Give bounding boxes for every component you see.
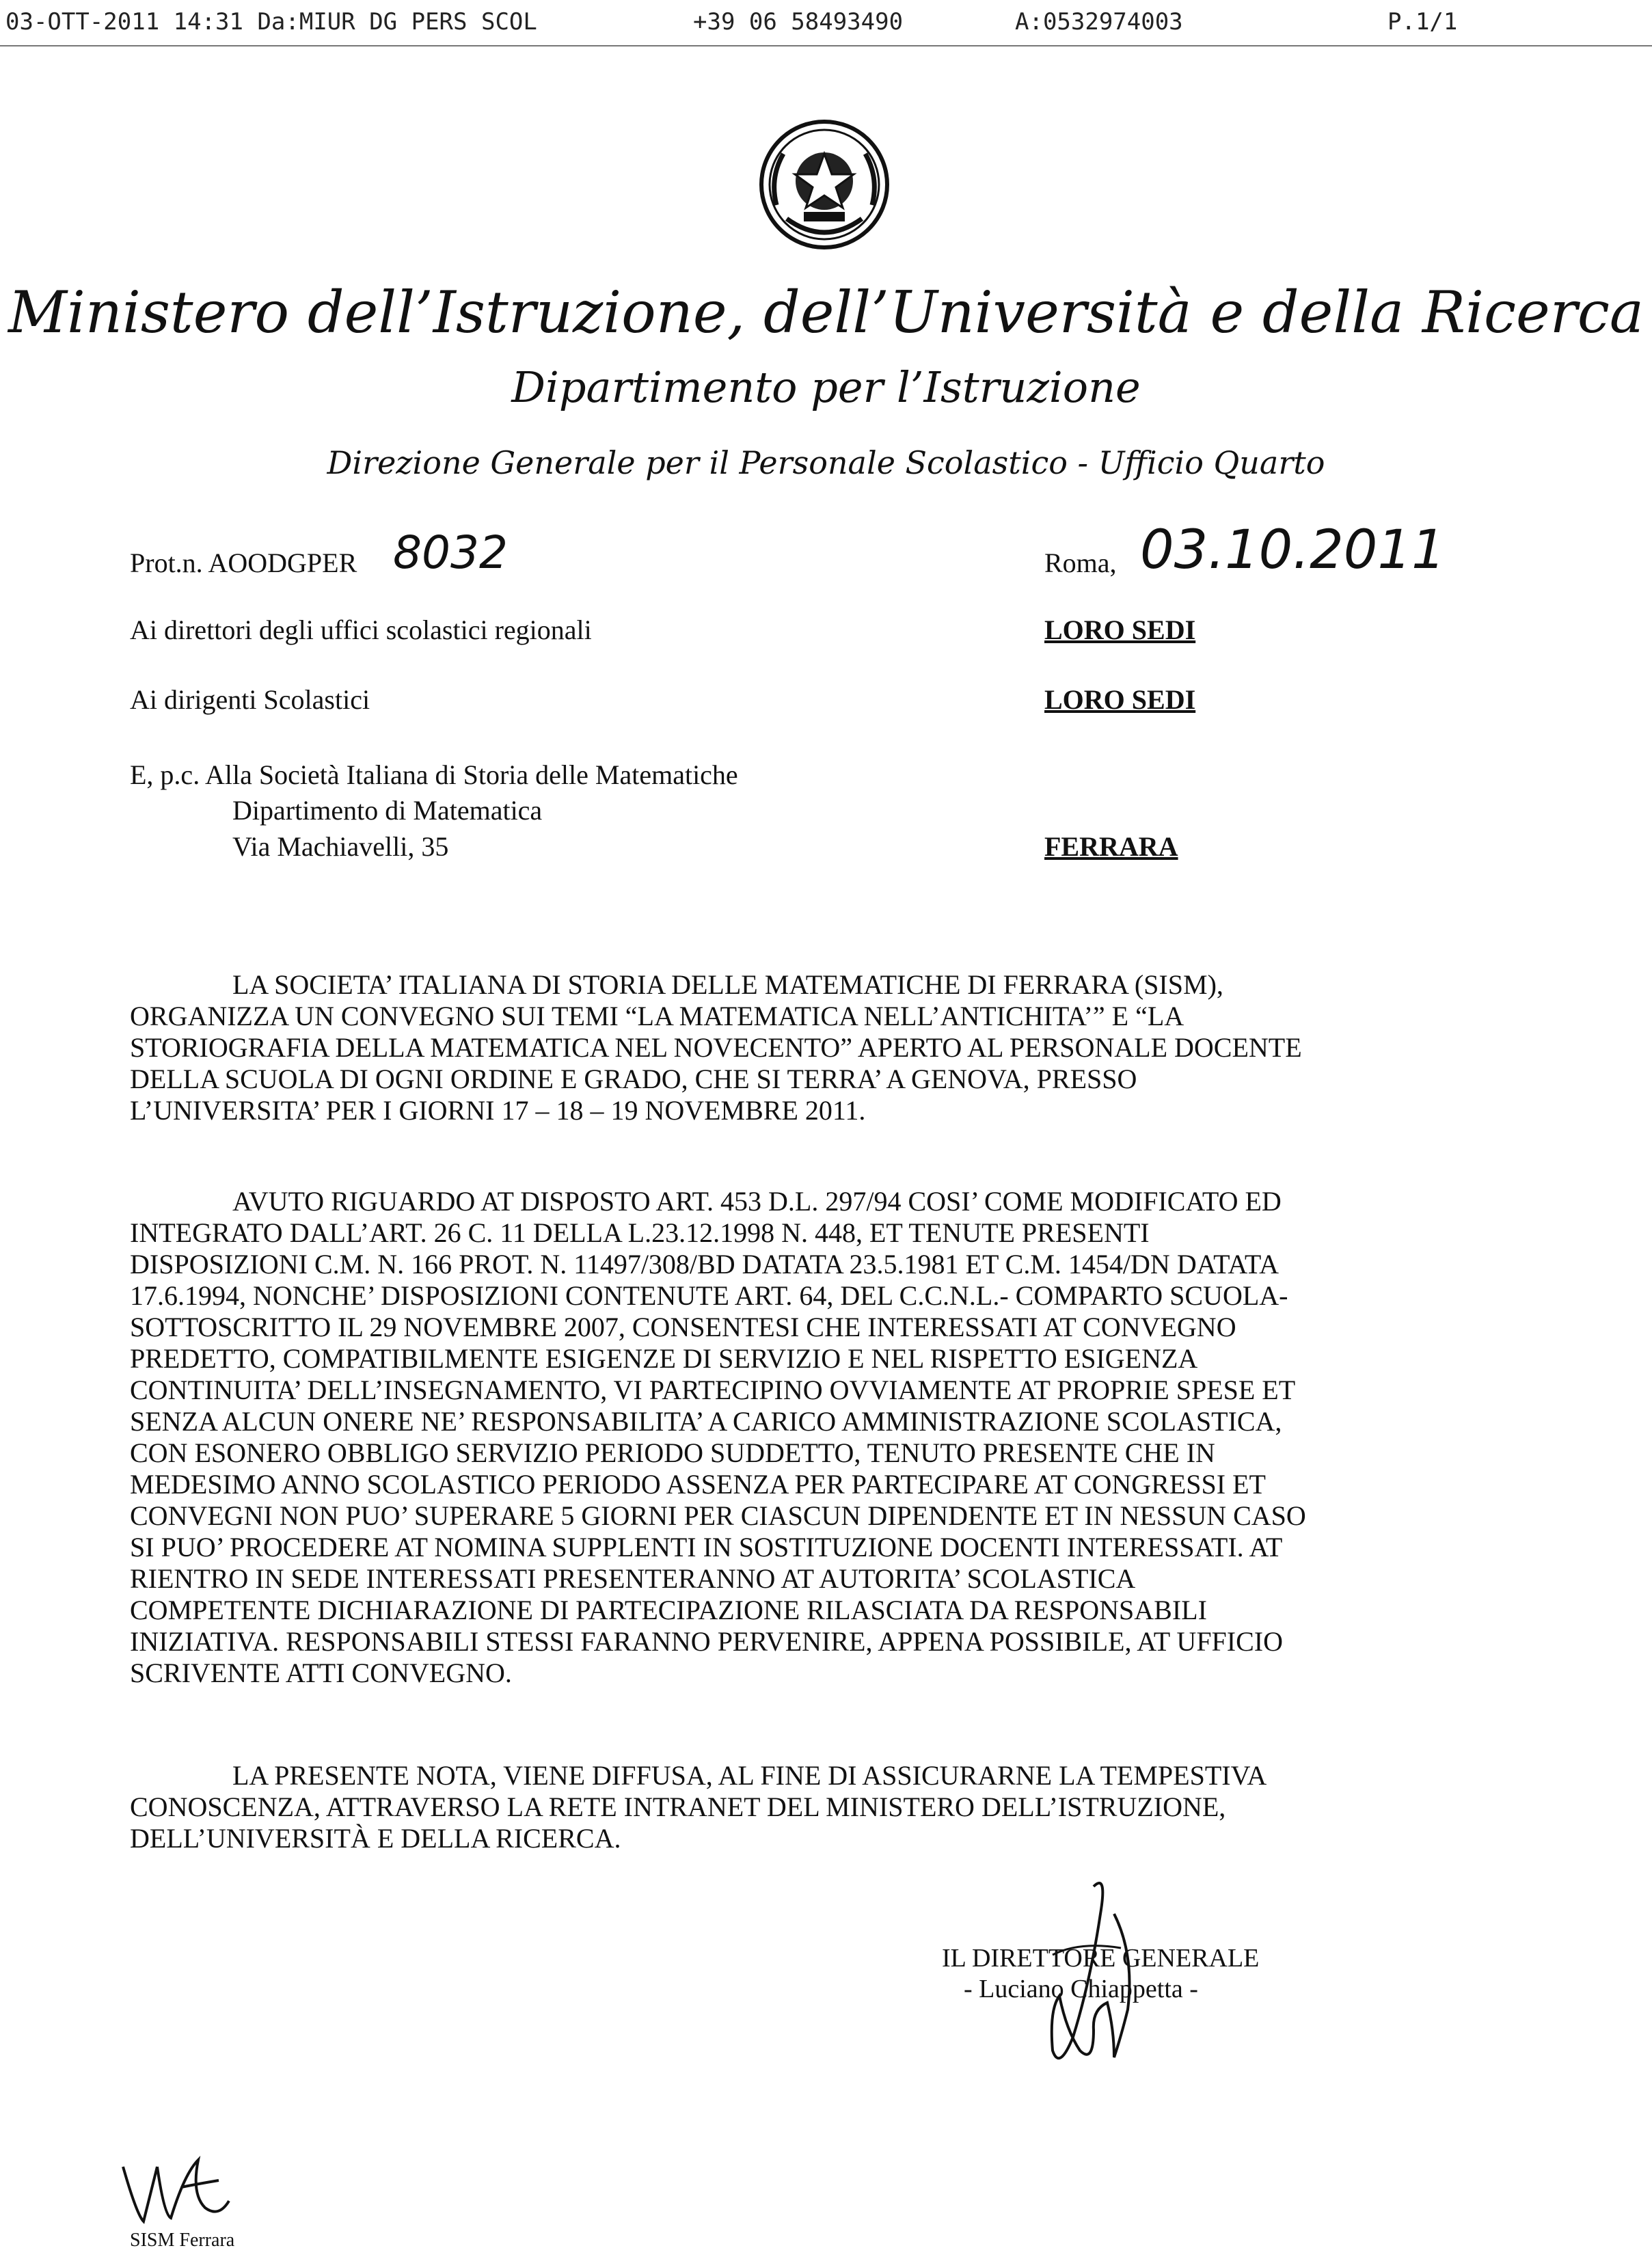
paragraph-line: LA SOCIETA’ ITALIANA DI STORIA DELLE MATEMATICHE DI FERRARA (SISM), [232, 969, 1223, 1000]
place-label: Roma, [1044, 547, 1117, 578]
paragraph-announcement [130, 969, 1517, 1126]
paragraph-line: SOTTOSCRITTO IL 29 NOVEMBRE 2007, CONSENTESI CHE INTERESSATI AT CONVEGNO [130, 1312, 1236, 1342]
protocol-label: Prot.n. AOODGPER [130, 547, 357, 578]
recipient-location: LORO SEDI [1044, 684, 1196, 715]
signatory-title: IL DIRETTORE GENERALE [942, 1944, 1260, 1973]
paragraph-line: AVUTO RIGUARDO AT DISPOSTO ART. 453 D.L. 297/94 COSI’ COME MODIFICATO ED [232, 1186, 1282, 1217]
paragraph-line: STORIOGRAFIA DELLA MATEMATICA NEL NOVECENTO” APERTO AL PERSONALE DOCENTE [130, 1032, 1302, 1063]
letter-date: 03.10.2011 [1140, 519, 1446, 581]
paragraph-line: LA PRESENTE NOTA, VIENE DIFFUSA, AL FINE DI ASSICURARNE LA TEMPESTIVA [232, 1760, 1267, 1791]
paragraph-line: DELLA SCUOLA DI OGNI ORDINE E GRADO, CHE SI TERRA’ A GENOVA, PRESSO [130, 1064, 1137, 1094]
paragraph-line: SENZA ALCUN ONERE NE’ RESPONSABILITA’ A CARICO AMMINISTRAZIONE SCOLASTICA, [130, 1406, 1282, 1437]
paragraph-line: SI PUO’ PROCEDERE AT NOMINA SUPPLENTI IN SOSTITUZIONE DOCENTI INTERESSATI. AT [130, 1532, 1283, 1563]
paragraph-line: L’UNIVERSITA’ PER I GIORNI 17 – 18 – 19 NOVEMBRE 2011. [130, 1095, 866, 1126]
department-title: Dipartimento per l’Istruzione [511, 362, 1141, 412]
cc-line-3: Via Machiavelli, 35 [232, 831, 449, 862]
paragraph-line: INTEGRATO DALL’ART. 26 C. 11 DELLA L.23.12.1998 N. 448, ET TENUTE PRESENTI [130, 1217, 1150, 1248]
paragraph-line: CONOSCENZA, ATTRAVERSO LA RETE INTRANET DEL MINISTERO DELL’ISTRUZIONE, [130, 1791, 1226, 1822]
paragraph-line: MEDESIMO ANNO SCOLASTICO PERIODO ASSENZA PER PARTECIPARE AT CONGRESSI ET [130, 1469, 1266, 1500]
fax-page-number: P.1/1 [1387, 8, 1458, 36]
fax-phone-number: +39 06 58493490 [693, 8, 904, 36]
signatory-name: - Luciano Chiappetta - [964, 1975, 1198, 2003]
italian-republic-emblem-icon [756, 116, 893, 253]
fax-destination: A:0532974003 [1015, 8, 1183, 36]
paragraph-authorization [130, 1186, 1517, 1689]
initials-caption: SISM Ferrara [130, 2230, 235, 2251]
paragraph-line: CON ESONERO OBBLIGO SERVIZIO PERIODO SUDDETTO, TENUTO PRESENTE CHE IN [130, 1437, 1215, 1468]
paragraph-line: COMPETENTE DICHIARAZIONE DI PARTECIPAZIONE RILASCIATA DA RESPONSABILI [130, 1595, 1207, 1625]
protocol-number: 8032 [393, 526, 508, 579]
fax-date-time-sender: 03-OTT-2011 14:31 Da:MIUR DG PERS SCOL [5, 8, 537, 36]
paragraph-line: PREDETTO, COMPATIBILMENTE ESIGENZE DI SERVIZIO E NEL RISPETTO ESIGENZA [130, 1343, 1198, 1374]
paragraph-diffusion [130, 1760, 1517, 1854]
paragraph-line: SCRIVENTE ATTI CONVEGNO. [130, 1658, 512, 1688]
paragraph-line: 17.6.1994, NONCHE’ DISPOSIZIONI CONTENUTE ART. 64, DEL C.C.N.L.- COMPARTO SCUOLA- [130, 1280, 1288, 1311]
recipient-location: LORO SEDI [1044, 614, 1196, 645]
recipient-regional-directors: Ai direttori degli uffici scolastici regionali [130, 614, 592, 645]
handwritten-signature [1012, 1873, 1162, 2078]
cc-location: FERRARA [1044, 831, 1178, 862]
paragraph-line: INIZIATIVA. RESPONSABILI STESSI FARANNO PERVENIRE, APPENA POSSIBILE, AT UFFICIO [130, 1626, 1284, 1657]
paragraph-line: DELL’UNIVERSITÀ E DELLA RICERCA. [130, 1823, 621, 1854]
paragraph-line: CONTINUITA’ DELL’INSEGNAMENTO, VI PARTECIPINO OVVIAMENTE AT PROPRIE SPESE ET [130, 1375, 1296, 1405]
directorate-title: Direzione Generale per il Personale Scolastico - Ufficio Quarto [327, 444, 1325, 481]
paragraph-line: CONVEGNI NON PUO’ SUPERARE 5 GIORNI PER CIASCUN DIPENDENTE ET IN NESSUN CASO [130, 1500, 1306, 1531]
ministry-title: Ministero dell’Istruzione, dell’Università e della Ricerca [8, 279, 1644, 346]
cc-line-2: Dipartimento di Matematica [232, 795, 543, 826]
cc-line-1: E, p.c. Alla Società Italiana di Storia delle Matematiche [130, 759, 738, 790]
paragraph-line: DISPOSIZIONI C.M. N. 166 PROT. N. 11497/308/BD DATATA 23.5.1981 ET C.M. 1454/DN DATATA [130, 1249, 1279, 1280]
handwritten-initials [116, 2153, 239, 2228]
paragraph-line: ORGANIZZA UN CONVEGNO SUI TEMI “LA MATEMATICA NELL’ANTICHITA’” E “LA [130, 1001, 1184, 1031]
paragraph-line: RIENTRO IN SEDE INTERESSATI PRESENTERANNO AT AUTORITA’ SCOLASTICA [130, 1563, 1136, 1594]
fax-header [0, 0, 1652, 46]
recipient-school-heads: Ai dirigenti Scolastici [130, 684, 370, 715]
